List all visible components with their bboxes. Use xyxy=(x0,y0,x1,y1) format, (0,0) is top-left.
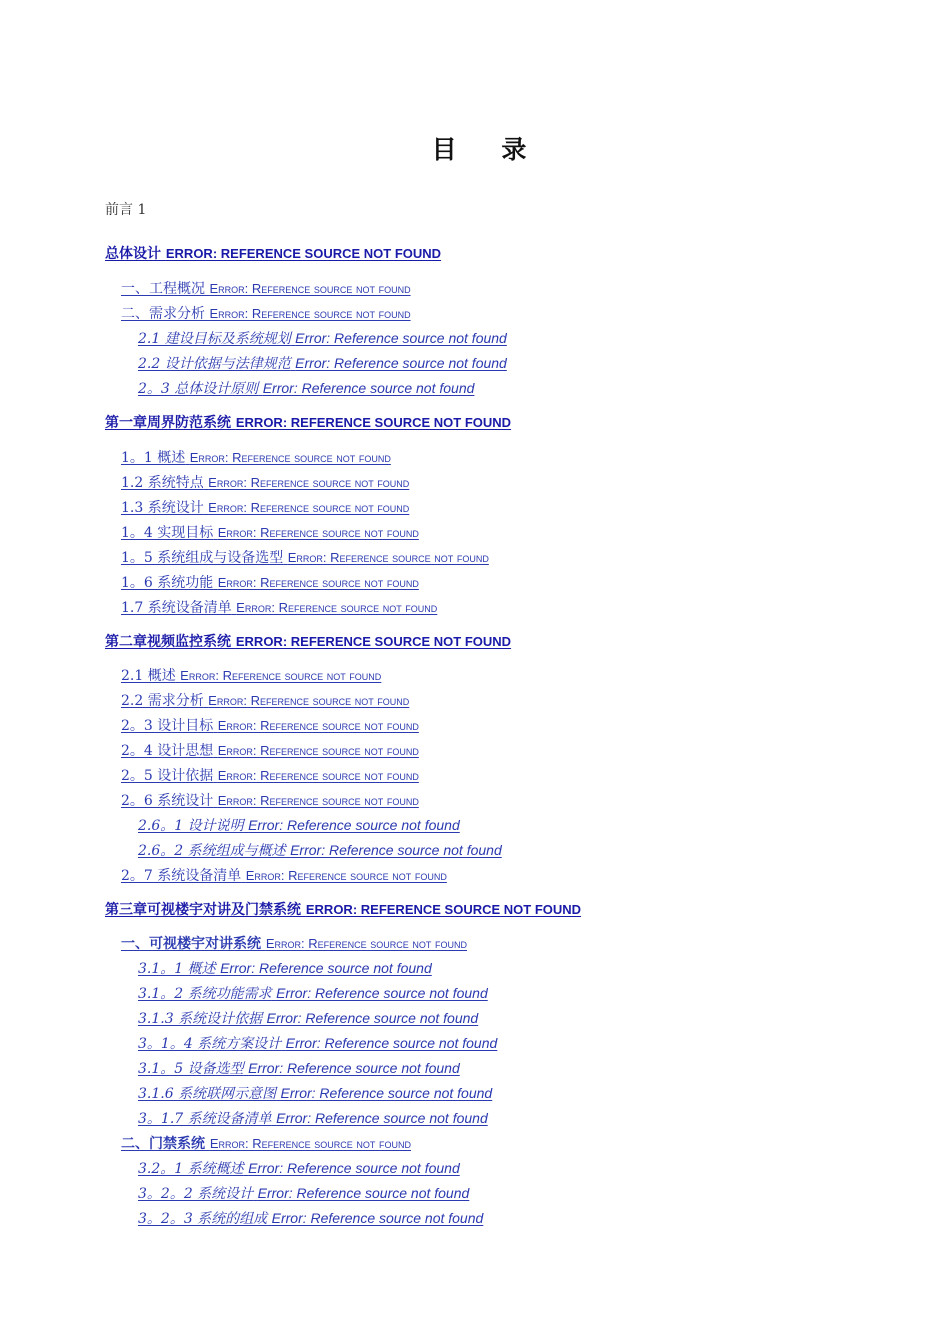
toc-entry-page-ref: Error: Reference source not found xyxy=(220,960,432,976)
toc-entry-label: 3.1.3 系统设计依据 xyxy=(138,1011,263,1027)
toc-entry-page-ref: Error: Reference source not found xyxy=(217,768,419,783)
toc-entry-label: 2.1 概述 xyxy=(121,668,176,684)
toc-entry[interactable] xyxy=(138,840,502,860)
toc-entry-label: 2.2 需求分析 xyxy=(121,693,204,709)
toc-entry[interactable] xyxy=(121,933,467,953)
toc-entry-page-ref: Error: Reference source not found xyxy=(257,1185,470,1201)
toc-entry[interactable] xyxy=(121,765,419,785)
toc-entry-page-ref: Error: Reference source not found xyxy=(217,718,419,733)
toc-preface: 前言 1 xyxy=(105,202,147,218)
toc-entry[interactable] xyxy=(105,243,441,263)
toc-entry-page-ref: Error: Reference source not found xyxy=(189,450,391,465)
toc-entry[interactable] xyxy=(138,378,474,398)
toc-entry[interactable] xyxy=(121,690,409,710)
toc-entry[interactable] xyxy=(138,1033,497,1053)
toc-entry[interactable] xyxy=(138,1083,492,1103)
toc-entry-page-ref: Error: Reference source not found xyxy=(217,525,419,540)
toc-entry[interactable] xyxy=(121,715,419,735)
toc-entry-page-ref: Error: Reference source not found xyxy=(236,600,438,615)
toc-entry[interactable] xyxy=(138,1108,488,1128)
toc-entry-label: 第一章周界防范系统 xyxy=(105,415,231,431)
toc-entry[interactable] xyxy=(105,631,511,651)
toc-entry[interactable] xyxy=(138,1058,460,1078)
toc-entry-label: 3.1.6 系统联网示意图 xyxy=(138,1086,277,1102)
toc-entry[interactable] xyxy=(105,899,581,919)
toc-entry-label: 2.6。1 设计说明 xyxy=(138,818,244,834)
toc-entry-label: 2。4 设计思想 xyxy=(121,743,214,759)
toc-entry-page-ref: Error: Reference source not found xyxy=(208,500,410,515)
toc-entry-label: 二、门禁系统 xyxy=(121,1136,205,1152)
toc-entry[interactable] xyxy=(121,522,419,542)
toc-entry-page-ref: ERROR: REFERENCE SOURCE NOT FOUND xyxy=(305,902,582,917)
toc-entry-label: 3.1。2 系统功能需求 xyxy=(138,986,272,1002)
toc-entry-page-ref: Error: Reference source not found xyxy=(209,281,411,296)
toc-entry[interactable] xyxy=(121,1133,411,1153)
toc-entry-label: 3。2。3 系统的组成 xyxy=(138,1211,268,1227)
toc-entry-page-ref: Error: Reference source not found xyxy=(217,793,419,808)
toc-entry-page-ref: ERROR: REFERENCE SOURCE NOT FOUND xyxy=(235,415,512,430)
toc-entry[interactable] xyxy=(138,1158,460,1178)
toc-entry-page-ref: Error: Reference source not found xyxy=(217,575,419,590)
toc-entry[interactable] xyxy=(138,328,507,348)
toc-entry[interactable] xyxy=(138,1008,478,1028)
toc-entry-label: 2.2 设计依据与法律规范 xyxy=(138,356,291,372)
toc-entry-page-ref: Error: Reference source not found xyxy=(217,743,419,758)
toc-entry[interactable] xyxy=(121,597,437,617)
toc-entry-page-ref: Error: Reference source not found xyxy=(208,693,410,708)
toc-entry-label: 2。3 设计目标 xyxy=(121,718,214,734)
toc-entry[interactable] xyxy=(138,1183,469,1203)
toc-entry-label: 1。6 系统功能 xyxy=(121,575,214,591)
toc-entry-page-ref: Error: Reference source not found xyxy=(265,936,467,951)
toc-entry-page-ref: Error: Reference source not found xyxy=(248,1060,460,1076)
toc-entry-label: 3。1.7 系统设备清单 xyxy=(138,1111,272,1127)
toc-entry-page-ref: Error: Reference source not found xyxy=(271,1210,484,1226)
toc-entry-label: 1。4 实现目标 xyxy=(121,525,214,541)
toc-entry[interactable] xyxy=(121,303,411,323)
toc-entry-page-ref: Error: Reference source not found xyxy=(180,668,382,683)
toc-entry-page-ref: Error: Reference source not found xyxy=(245,868,447,883)
toc-entry-page-ref: Error: Reference source not found xyxy=(248,1160,460,1176)
toc-entry-label: 一、工程概况 xyxy=(121,281,205,297)
toc-entry[interactable] xyxy=(138,1208,483,1228)
toc-entry[interactable] xyxy=(138,983,488,1003)
toc-entry-page-ref: Error: Reference source not found xyxy=(295,330,507,346)
toc-entry-label: 总体设计 xyxy=(105,246,161,262)
toc-entry-page-ref: Error: Reference source not found xyxy=(280,1085,493,1101)
toc-entry-label: 2.1 建设目标及系统规划 xyxy=(138,331,291,347)
toc-entry-label: 1.7 系统设备清单 xyxy=(121,600,232,616)
toc-entry-label: 2。7 系统设备清单 xyxy=(121,868,242,884)
toc-entry[interactable] xyxy=(138,958,432,978)
toc-entry-label: 2。5 设计依据 xyxy=(121,768,214,784)
toc-entry-label: 1.2 系统特点 xyxy=(121,475,204,491)
toc-entry[interactable] xyxy=(121,865,447,885)
toc-entry-label: 3.1。5 设备选型 xyxy=(138,1061,244,1077)
toc-entry[interactable] xyxy=(121,447,391,467)
toc-entry-page-ref: ERROR: REFERENCE SOURCE NOT FOUND xyxy=(235,634,512,649)
toc-entry-label: 二、需求分析 xyxy=(121,306,205,322)
toc-entry[interactable] xyxy=(121,572,419,592)
toc-entry-page-ref: Error: Reference source not found xyxy=(285,1035,498,1051)
toc-entry[interactable] xyxy=(121,472,409,492)
toc-entry-label: 2.6。2 系统组成与概述 xyxy=(138,843,286,859)
toc-entry-page-ref: Error: Reference source not found xyxy=(209,306,411,321)
toc-entry[interactable] xyxy=(105,412,511,432)
toc-entry[interactable] xyxy=(121,547,489,567)
toc-entry-page-ref: Error: Reference source not found xyxy=(276,1110,488,1126)
toc-entry-label: 1。1 概述 xyxy=(121,450,186,466)
toc-entry-page-ref: Error: Reference source not found xyxy=(266,1010,479,1026)
toc-entry[interactable] xyxy=(121,740,419,760)
toc-entry[interactable] xyxy=(138,815,460,835)
toc-entry[interactable] xyxy=(121,790,419,810)
toc-entry-label: 3。1。4 系统方案设计 xyxy=(138,1036,282,1052)
toc-entry-page-ref: Error: Reference source not found xyxy=(208,475,410,490)
toc-entry-page-ref: Error: Reference source not found xyxy=(287,550,489,565)
toc-entry-page-ref: Error: Reference source not found xyxy=(209,1136,411,1151)
toc-entry[interactable] xyxy=(138,353,507,373)
toc-entry-label: 第三章可视楼宇对讲及门禁系统 xyxy=(105,902,301,918)
toc-entry-label: 3.2。1 系统概述 xyxy=(138,1161,244,1177)
toc-entry[interactable] xyxy=(121,278,411,298)
toc-entry-page-ref: Error: Reference source not found xyxy=(276,985,488,1001)
toc-entry-label: 第二章视频监控系统 xyxy=(105,634,231,650)
toc-entry[interactable] xyxy=(121,497,409,517)
toc-entry-label: 1.3 系统设计 xyxy=(121,500,204,516)
toc-entry-label: 3.1。1 概述 xyxy=(138,961,216,977)
toc-entry-label: 2。3 总体设计原则 xyxy=(138,381,259,397)
toc-entry-label: 一、可视楼宇对讲系统 xyxy=(121,936,261,952)
toc-entry-label: 2。6 系统设计 xyxy=(121,793,214,809)
toc-entry-label: 1。5 系统组成与设备选型 xyxy=(121,550,284,566)
toc-entry[interactable] xyxy=(121,665,381,685)
toc-entry-label: 3。2。2 系统设计 xyxy=(138,1186,254,1202)
toc-entry-page-ref: Error: Reference source not found xyxy=(290,842,502,858)
page-title: 目 录 xyxy=(431,135,545,164)
toc-entry-page-ref: Error: Reference source not found xyxy=(262,380,475,396)
toc-entry-page-ref: Error: Reference source not found xyxy=(295,355,507,371)
toc-entry-page-ref: ERROR: REFERENCE SOURCE NOT FOUND xyxy=(165,246,442,261)
toc-entry-page-ref: Error: Reference source not found xyxy=(248,817,460,833)
